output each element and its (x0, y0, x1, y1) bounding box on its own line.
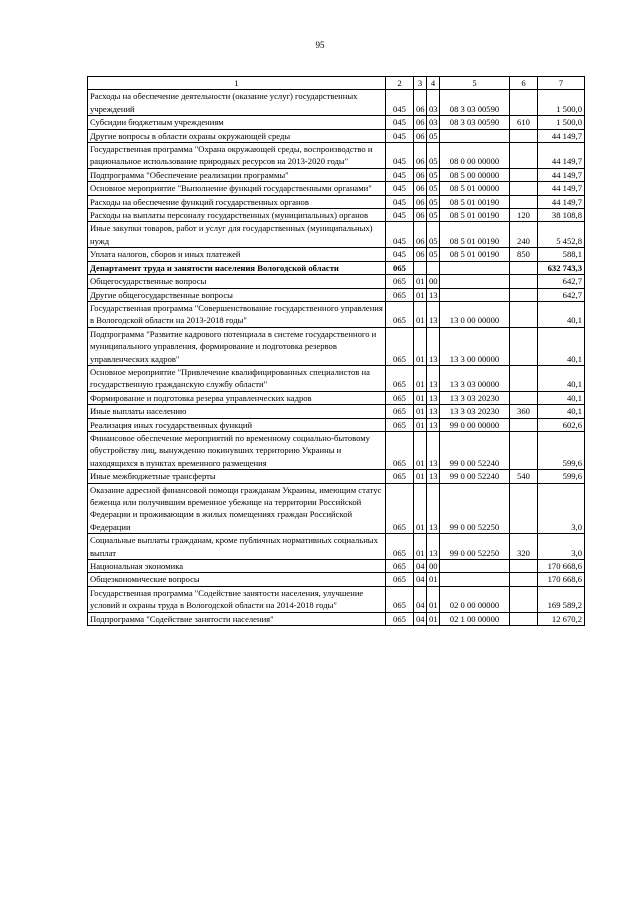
cell-amount: 44 149,7 (538, 143, 585, 169)
cell-target-article: 08 5 01 00190 (440, 248, 510, 261)
cell-section: 01 (414, 327, 427, 365)
cell-subsection: 13 (427, 405, 440, 418)
table-row (88, 405, 585, 418)
cell-expense-type: 610 (510, 116, 538, 129)
cell-expense-type (510, 129, 538, 142)
row-name: Другие общегосударственные вопросы (88, 288, 386, 301)
cell-amount: 5 452,8 (538, 222, 585, 248)
cell-expense-type (510, 275, 538, 288)
cell-ved: 045 (386, 143, 414, 169)
cell-target-article: 02 1 00 00000 (440, 612, 510, 625)
cell-expense-type (510, 168, 538, 181)
cell-expense-type (510, 586, 538, 612)
table-row (88, 275, 585, 288)
table-row (88, 129, 585, 142)
cell-target-article: 02 0 00 00000 (440, 586, 510, 612)
budget-table (87, 76, 585, 626)
cell-ved: 045 (386, 168, 414, 181)
cell-target-article: 08 5 01 00190 (440, 222, 510, 248)
cell-expense-type (510, 327, 538, 365)
cell-ved: 065 (386, 301, 414, 327)
cell-ved: 065 (386, 431, 414, 469)
column-header: 6 (510, 77, 538, 90)
column-header: 7 (538, 77, 585, 90)
cell-target-article: 99 0 00 00000 (440, 418, 510, 431)
cell-amount: 170 668,6 (538, 573, 585, 586)
cell-amount: 599,6 (538, 470, 585, 483)
row-name: Финансовое обеспечение мероприятий по временному социально-бытовому обустройству лиц, вынужденно покинувших территорию Украины и находящихся в пунктах временного размещения (88, 431, 386, 469)
cell-expense-type (510, 143, 538, 169)
cell-ved: 065 (386, 483, 414, 534)
row-name: Социальные выплаты гражданам, кроме публичных нормативных социальных выплат (88, 534, 386, 560)
cell-amount: 632 743,3 (538, 261, 585, 274)
cell-subsection: 01 (427, 586, 440, 612)
row-name: Государственная программа "Содействие занятости населения, улучшение условий и охраны труда в Вологодской области на 2014-2018 годы" (88, 586, 386, 612)
cell-target-article (440, 129, 510, 142)
cell-expense-type (510, 418, 538, 431)
cell-section: 06 (414, 222, 427, 248)
cell-target-article: 08 5 00 00000 (440, 168, 510, 181)
column-header: 5 (440, 77, 510, 90)
cell-subsection: 05 (427, 222, 440, 248)
cell-section: 01 (414, 534, 427, 560)
table-row (88, 195, 585, 208)
cell-subsection: 13 (427, 365, 440, 391)
cell-expense-type (510, 288, 538, 301)
cell-target-article: 13 3 03 20230 (440, 391, 510, 404)
cell-section: 06 (414, 209, 427, 222)
cell-subsection: 01 (427, 612, 440, 625)
table-row (88, 612, 585, 625)
cell-amount: 1 500,0 (538, 90, 585, 116)
cell-subsection: 13 (427, 418, 440, 431)
cell-target-article (440, 275, 510, 288)
row-name: Иные выплаты населению (88, 405, 386, 418)
cell-amount: 44 149,7 (538, 195, 585, 208)
cell-expense-type (510, 301, 538, 327)
cell-expense-type (510, 560, 538, 573)
cell-section: 01 (414, 391, 427, 404)
row-name: Уплата налогов, сборов и иных платежей (88, 248, 386, 261)
cell-section: 06 (414, 90, 427, 116)
cell-section: 01 (414, 405, 427, 418)
cell-subsection: 05 (427, 129, 440, 142)
row-name: Подпрограмма "Развитие кадрового потенциала в системе государственного и муниципального управления, формирование и подготовка резервов управленческих кадров" (88, 327, 386, 365)
cell-amount: 38 108,8 (538, 209, 585, 222)
table-row (88, 534, 585, 560)
cell-ved: 065 (386, 612, 414, 625)
row-name: Расходы на обеспечение функций государственных органов (88, 195, 386, 208)
cell-ved: 045 (386, 182, 414, 195)
cell-expense-type (510, 612, 538, 625)
table-row (88, 327, 585, 365)
column-header: 1 (88, 77, 386, 90)
page-number: 95 (315, 40, 325, 50)
cell-amount: 642,7 (538, 275, 585, 288)
cell-expense-type: 240 (510, 222, 538, 248)
cell-section: 04 (414, 586, 427, 612)
row-name: Общеэкономические вопросы (88, 573, 386, 586)
cell-amount: 3,0 (538, 534, 585, 560)
cell-expense-type: 540 (510, 470, 538, 483)
table-row (88, 301, 585, 327)
cell-target-article: 08 3 03 00590 (440, 90, 510, 116)
table-row (88, 288, 585, 301)
cell-section: 04 (414, 573, 427, 586)
cell-ved: 045 (386, 195, 414, 208)
cell-ved: 065 (386, 275, 414, 288)
cell-target-article: 08 3 03 00590 (440, 116, 510, 129)
cell-amount: 170 668,6 (538, 560, 585, 573)
cell-expense-type: 360 (510, 405, 538, 418)
cell-ved: 065 (386, 560, 414, 573)
column-header: 3 (414, 77, 427, 90)
cell-subsection: 05 (427, 143, 440, 169)
cell-ved: 045 (386, 248, 414, 261)
cell-section: 06 (414, 143, 427, 169)
cell-subsection: 13 (427, 470, 440, 483)
table-header-row (88, 77, 585, 90)
cell-ved: 065 (386, 470, 414, 483)
cell-amount: 40,1 (538, 301, 585, 327)
cell-section: 01 (414, 418, 427, 431)
cell-target-article: 13 3 00 00000 (440, 327, 510, 365)
table-row (88, 90, 585, 116)
cell-target-article (440, 261, 510, 274)
cell-section: 06 (414, 116, 427, 129)
table-row (88, 261, 585, 274)
cell-expense-type (510, 391, 538, 404)
cell-expense-type (510, 261, 538, 274)
cell-amount: 44 149,7 (538, 129, 585, 142)
cell-target-article: 99 0 00 52240 (440, 470, 510, 483)
table-row (88, 365, 585, 391)
table-row (88, 116, 585, 129)
table-row (88, 222, 585, 248)
cell-subsection: 05 (427, 182, 440, 195)
cell-target-article: 13 0 00 00000 (440, 301, 510, 327)
cell-subsection: 05 (427, 168, 440, 181)
cell-section: 06 (414, 182, 427, 195)
cell-ved: 045 (386, 129, 414, 142)
cell-amount: 40,1 (538, 365, 585, 391)
cell-target-article (440, 560, 510, 573)
column-header: 4 (427, 77, 440, 90)
cell-target-article: 08 0 00 00000 (440, 143, 510, 169)
cell-ved: 065 (386, 418, 414, 431)
table-row (88, 391, 585, 404)
table-row (88, 248, 585, 261)
cell-subsection: 05 (427, 195, 440, 208)
cell-amount: 3,0 (538, 483, 585, 534)
cell-ved: 065 (386, 288, 414, 301)
cell-section: 06 (414, 195, 427, 208)
cell-section: 01 (414, 301, 427, 327)
cell-section: 04 (414, 612, 427, 625)
row-name: Государственная программа "Совершенствование государственного управления в Вологодской области на 2013-2018 годы" (88, 301, 386, 327)
cell-expense-type: 120 (510, 209, 538, 222)
cell-target-article: 99 0 00 52250 (440, 534, 510, 560)
row-name: Реализация иных государственных функций (88, 418, 386, 431)
cell-amount: 40,1 (538, 391, 585, 404)
cell-section: 06 (414, 129, 427, 142)
table-row (88, 431, 585, 469)
cell-expense-type: 850 (510, 248, 538, 261)
row-name: Общегосударственные вопросы (88, 275, 386, 288)
cell-expense-type (510, 90, 538, 116)
row-name: Субсидии бюджетным учреждениям (88, 116, 386, 129)
row-name: Формирование и подготовка резерва управленческих кадров (88, 391, 386, 404)
cell-section: 01 (414, 470, 427, 483)
row-name: Подпрограмма "Обеспечение реализации программы" (88, 168, 386, 181)
row-name: Расходы на обеспечение деятельности (оказание услуг) государственных учреждений (88, 90, 386, 116)
table-row (88, 418, 585, 431)
cell-subsection: 13 (427, 431, 440, 469)
cell-ved: 065 (386, 327, 414, 365)
cell-subsection: 13 (427, 483, 440, 534)
row-name: Оказание адресной финансовой помощи гражданам Украины, имеющим статус беженца или получившим временное убежище на территории Российской Федерации и проживающим в жилых помещениях граждан Российской Федерации (88, 483, 386, 534)
table-row (88, 586, 585, 612)
cell-amount: 44 149,7 (538, 168, 585, 181)
row-name: Расходы на выплаты персоналу государственных (муниципальных) органов (88, 209, 386, 222)
table-row (88, 168, 585, 181)
cell-section (414, 261, 427, 274)
table-row (88, 483, 585, 534)
table-row (88, 209, 585, 222)
cell-amount: 602,6 (538, 418, 585, 431)
cell-section: 01 (414, 483, 427, 534)
cell-subsection: 13 (427, 288, 440, 301)
cell-target-article: 99 0 00 52240 (440, 431, 510, 469)
row-name: Иные межбюджетные трансферты (88, 470, 386, 483)
table-row (88, 560, 585, 573)
cell-expense-type (510, 431, 538, 469)
cell-target-article: 13 3 03 20230 (440, 405, 510, 418)
cell-subsection: 00 (427, 560, 440, 573)
cell-section: 06 (414, 168, 427, 181)
table-row (88, 470, 585, 483)
cell-expense-type: 320 (510, 534, 538, 560)
cell-expense-type (510, 573, 538, 586)
cell-target-article (440, 573, 510, 586)
cell-expense-type (510, 483, 538, 534)
cell-expense-type (510, 365, 538, 391)
cell-ved: 045 (386, 116, 414, 129)
cell-target-article: 08 5 01 00000 (440, 182, 510, 195)
row-name: Департамент труда и занятости населения Вологодской области (88, 261, 386, 274)
cell-amount: 44 149,7 (538, 182, 585, 195)
cell-amount: 599,6 (538, 431, 585, 469)
cell-ved: 065 (386, 534, 414, 560)
cell-subsection (427, 261, 440, 274)
row-name: Национальная экономика (88, 560, 386, 573)
cell-subsection: 03 (427, 116, 440, 129)
cell-subsection: 05 (427, 248, 440, 261)
cell-target-article: 13 3 03 00000 (440, 365, 510, 391)
cell-amount: 642,7 (538, 288, 585, 301)
column-header: 2 (386, 77, 414, 90)
row-name: Иные закупки товаров, работ и услуг для государственных (муниципальных) нужд (88, 222, 386, 248)
cell-section: 01 (414, 365, 427, 391)
cell-subsection: 13 (427, 301, 440, 327)
table-row (88, 573, 585, 586)
cell-ved: 065 (386, 261, 414, 274)
cell-section: 06 (414, 248, 427, 261)
cell-target-article: 08 5 01 00190 (440, 195, 510, 208)
cell-ved: 065 (386, 391, 414, 404)
cell-ved: 065 (386, 365, 414, 391)
cell-subsection: 05 (427, 209, 440, 222)
cell-section: 01 (414, 288, 427, 301)
cell-amount: 40,1 (538, 405, 585, 418)
table-row (88, 143, 585, 169)
cell-subsection: 13 (427, 534, 440, 560)
cell-ved: 065 (386, 586, 414, 612)
cell-subsection: 03 (427, 90, 440, 116)
cell-subsection: 00 (427, 275, 440, 288)
cell-amount: 169 589,2 (538, 586, 585, 612)
row-name: Государственная программа "Охрана окружающей среды, воспроизводство и рациональное использование природных ресурсов на 2013-2020 годы" (88, 143, 386, 169)
cell-amount: 40,1 (538, 327, 585, 365)
table-row (88, 182, 585, 195)
cell-target-article: 99 0 00 52250 (440, 483, 510, 534)
cell-amount: 588,1 (538, 248, 585, 261)
cell-ved: 045 (386, 90, 414, 116)
cell-expense-type (510, 195, 538, 208)
row-name: Основное мероприятие "Выполнение функций государственными органами" (88, 182, 386, 195)
cell-subsection: 13 (427, 327, 440, 365)
row-name: Основное мероприятие "Привлечение квалифицированных специалистов на государственную гражданскую службу области" (88, 365, 386, 391)
cell-section: 04 (414, 560, 427, 573)
cell-subsection: 01 (427, 573, 440, 586)
cell-ved: 065 (386, 405, 414, 418)
cell-section: 01 (414, 431, 427, 469)
cell-section: 01 (414, 275, 427, 288)
row-name: Подпрограмма "Содействие занятости населения" (88, 612, 386, 625)
cell-target-article (440, 288, 510, 301)
cell-ved: 045 (386, 222, 414, 248)
row-name: Другие вопросы в области охраны окружающей среды (88, 129, 386, 142)
cell-subsection: 13 (427, 391, 440, 404)
cell-target-article: 08 5 01 00190 (440, 209, 510, 222)
cell-amount: 12 670,2 (538, 612, 585, 625)
cell-ved: 065 (386, 573, 414, 586)
cell-expense-type (510, 182, 538, 195)
cell-ved: 045 (386, 209, 414, 222)
cell-amount: 1 500,0 (538, 116, 585, 129)
